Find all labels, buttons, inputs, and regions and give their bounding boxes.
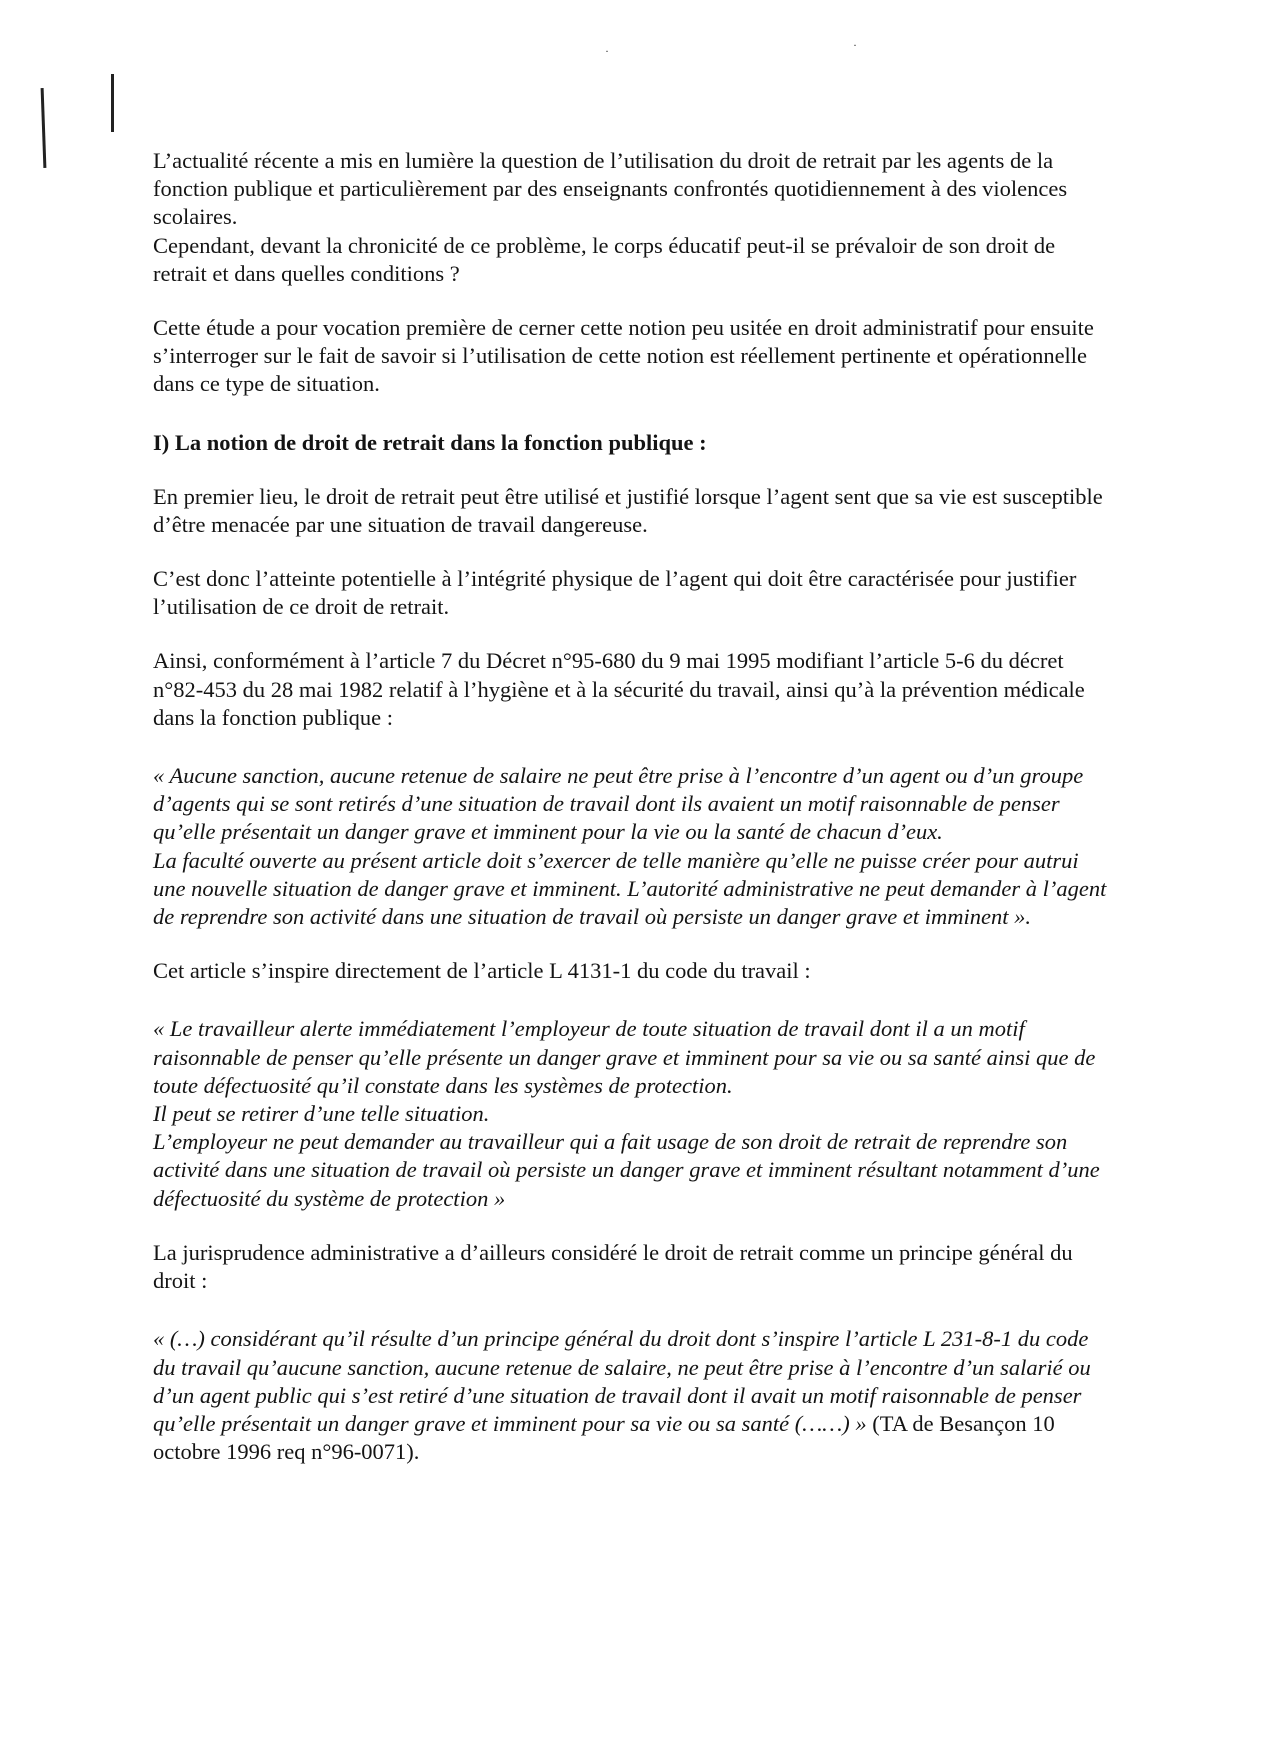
quote-labour-code: [153, 1015, 1113, 1212]
paragraph-5: La jurisprudence administrative a d’ailleurs considéré le droit de retrait comme un principe général du droit :: [153, 1239, 1073, 1294]
paragraph-1: En premier lieu, le droit de retrait peut être utilisé et justifié lorsque l’agent sent que sa vie est susceptible d’être menacée par une situation de travail dangereuse.: [153, 483, 1103, 537]
margin-pen-mark: [41, 88, 47, 168]
paragraph-3: Ainsi, conformément à l’article 7 du Décret n°95-680 du 9 mai 1995 modifiant l’article 5-6 du décret n°82-453 du 28 mai 1982 relatif à l’hygiène et à la sécurité du travail, ainsi qu’à la prévention médicale dans la fonction publique :: [153, 648, 1085, 730]
document-body: [153, 147, 1113, 1466]
intro-paragraph-3: Cette étude a pour vocation première de cerner cette notion peu usitée en droit administratif pour ensuite s’interroger sur le fait de savoir si l’utilisation de cette notion est réellement pertinente et opérationnelle dans ce type de situation.: [153, 315, 1094, 397]
quote-labour-code-part-1: « Le travailleur alerte immédiatement l’employeur de toute situation de travail dont il a un motif raisonnable de penser qu’elle présente un danger grave et imminent pour sa vie ou sa santé ainsi que de toute défectuosité qu’il constate dans les systèmes de protection.: [153, 1016, 1096, 1098]
intro-paragraph-2: Cependant, devant la chronicité de ce problème, le corps éducatif peut-il se prévaloir de son droit de retrait et dans quelles conditions ?: [153, 232, 1056, 286]
quote-decree-part-2: La faculté ouverte au présent article doit s’exercer de telle manière qu’elle ne puisse créer pour autrui une nouvelle situation de danger grave et imminent. L’autorité administrative ne peut demander à l’agent de reprendre son activité dans une situation de travail où persiste un danger grave et imminent ».: [153, 847, 1107, 930]
scan-speck: ·: [853, 38, 857, 52]
section-heading: I) La notion de droit de retrait dans la fonction publique :: [153, 429, 707, 455]
intro-paragraph-1: L’actualité récente a mis en lumière la question de l’utilisation du droit de retrait par les agents de la fonction publique et particulièrement par des enseignants confrontés quotidiennement à des violences scolaires.: [153, 148, 1068, 230]
quote-decree-part-1: « Aucune sanction, aucune retenue de salaire ne peut être prise à l’encontre d’un agent ou d’un groupe d’agents qui se sont retirés d’une situation de travail dont ils avaient un motif raisonnable de penser qu’elle présentait un danger grave et imminent pour la vie ou la santé de chacun d’eux.: [153, 763, 1084, 845]
quote-case-law: [153, 1325, 1113, 1466]
paragraph-4: Cet article s’inspire directement de l’article L 4131-1 du code du travail :: [153, 958, 811, 984]
quote-decree: [153, 762, 1113, 931]
margin-pen-mark: [111, 74, 114, 132]
case-reference: (TA de Besançon 10 octobre 1996 req n°96-0071).: [153, 1410, 1055, 1465]
quote-labour-code-part-3: L’employeur ne peut demander au travailleur qui a fait usage de son droit de retrait de reprendre son activité dans une situation de travail où persiste un danger grave et imminent résultant notamment d’une défectuosité du système de protection »: [153, 1129, 1100, 1211]
quote-labour-code-part-2: Il peut se retirer d’une telle situation.: [153, 1101, 490, 1127]
quote-case-law-text: « (…) considérant qu’il résulte d’un principe général du droit dont s’inspire l’article L 231-8-1 du code du travail qu’aucune sanction, aucune retenue de salaire, ne peut être prise à l’encontre d’un salarié ou d’un agent public qui s’est retiré d’une situation de travail dont il avait un motif raisonnable de penser qu’elle présentait un danger grave et imminent pour sa vie ou sa santé (……) »: [153, 1326, 1091, 1436]
scan-speck: ·: [605, 44, 609, 58]
paragraph-2: C’est donc l’atteinte potentielle à l’intégrité physique de l’agent qui doit être caractérisée pour justifier l’utilisation de ce droit de retrait.: [153, 566, 1077, 620]
